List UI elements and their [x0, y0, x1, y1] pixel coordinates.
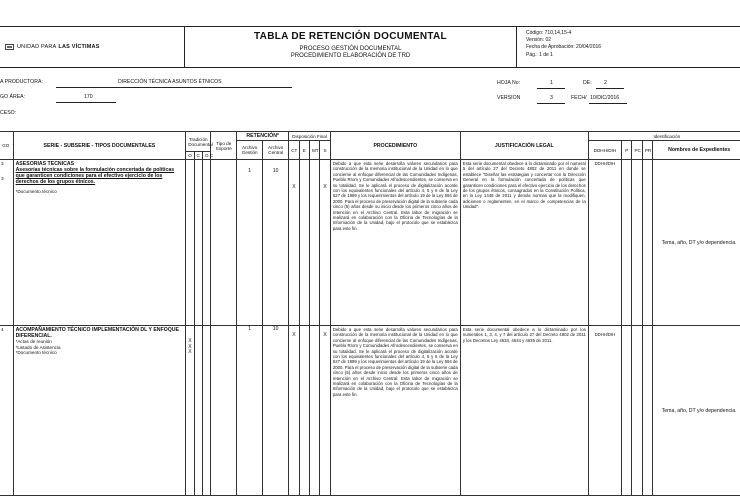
date-label: FECH/: [571, 95, 587, 101]
row-s: X: [320, 160, 330, 326]
col-disposicion: Disposición Final: [289, 132, 331, 141]
version-label: VERSION: [497, 95, 521, 101]
logo-prefix: UNIDAD PARA: [17, 44, 57, 50]
version-underline: [537, 103, 565, 104]
row-justificacion: Esta serie documental obedece a lo dictaminado por el numeral 5 del artículo 27 del Decreto 4802 de 2011 en donde se establece "Diseñar las estrategias y concertar con la Dirección General en la formulación concertada de políticas que garanticen condiciones para el efectivo ejercicio de los derechos de los grupos étnicos, consagrados en la Constitución Política, en la Ley 1448 de 2011 y demás normas que la modifiquen, adicionen o reglamenten, en el marco de competencias de la Unidad".: [460, 160, 588, 326]
unit-logo: [0, 27, 185, 67]
document-types: *Actas de reunión *Listado de Asistencia *Documento técnico: [15, 339, 61, 356]
sheet-value: 1: [550, 80, 553, 86]
table-row: [0, 160, 740, 326]
row-s: X: [320, 326, 330, 496]
col-serie: SERIE - SUBSERIE - TIPOS DOCUMENTALES: [13, 132, 186, 160]
col-trad-o: O: [186, 152, 194, 160]
row-nombres: Tema, año, DT y/o dependencia.: [653, 160, 740, 326]
of-label: DE:: [583, 80, 592, 86]
row-p: [622, 160, 632, 326]
table-row: [0, 326, 740, 496]
col-archivo-central: Archivo Central: [263, 141, 289, 160]
col-s: S: [320, 141, 330, 160]
col-tradicion: Tradición Documental: [186, 132, 211, 152]
date-value: 10/DIC/2016: [590, 95, 620, 101]
row-ct: X: [289, 326, 299, 496]
row-archivo-gestion: 1: [237, 160, 263, 326]
process-label: CESO:: [0, 110, 17, 116]
col-mt: MT: [309, 141, 319, 160]
producer-value: DIRECCIÓN TÉCNICA ASUNTOS ÉTNICOS: [118, 79, 222, 85]
col-e: E: [299, 141, 309, 160]
of-value: 2: [604, 80, 607, 86]
row-justificacion: Esta serie documental obedece a lo dictaminado por los numerales 1, 3, 4, y 7 del artículo 27 del Decreto 4802 de 2011 y los Decretos Ley 4633, 4634 y 4635 de 2011.: [460, 326, 588, 496]
row-mt: [309, 326, 319, 496]
col-pc: PC: [632, 141, 642, 160]
row-e: [299, 160, 309, 326]
col-code: GO: [0, 132, 13, 160]
row-soporte: [211, 160, 237, 326]
logo-bold: LAS VÍCTIMAS: [58, 44, 100, 50]
header-row-1: [0, 132, 740, 141]
row-nombres: Tema, año, DT y/o dependencia.: [653, 326, 740, 496]
col-ct: CT: [289, 141, 299, 160]
subserie-title: Asesorías técnicas sobre la formulación concertada de políticas que garanticen condiciones para el efectivo ejercicio de los derechos de los grupos étnicos.: [15, 167, 175, 185]
document-types: *Documento técnico: [15, 189, 57, 194]
meta-code: Código: 710,14,15-4: [526, 30, 572, 36]
col-trad-od: O.C: [202, 152, 210, 160]
row-trad-o: X X X: [186, 326, 194, 496]
col-tipo-soporte: Tipo de Soporte: [211, 132, 237, 160]
version-value: 3: [550, 95, 553, 101]
serie-title: ACOMPAÑAMIENTO TÉCNICO IMPLEMENTACIÓN DL Y ENFOQUE DIFERENCIAL.: [15, 327, 179, 339]
row-soporte: [211, 326, 237, 496]
col-justificacion: JUSTIFICACIÓN LEGAL: [460, 132, 588, 160]
meta-version: Versión: 02: [526, 37, 552, 44]
meta-page: Pág.: 1 de 1: [526, 51, 553, 58]
row-procedimiento: Debido a que esta serie desarrolla valores secundarios para construcción de la memoria institucional de la Unidad en lo que concierne al enfoque diferencial de las Comunidades Indígenas, Pueblo Rrom y Comunidades Afrodescendientes, se conserva en su totalidad. Se le aplicará el proceso de digitalización acorde con los equivalentes funcionales del artículo 4, 5 y 6 de la Ley 527 de 1999 y los requerimientos del artículo 19 de la Ley 594 de 2000. Para el proceso de preservación digital de la subserie cada cinco (5) años desde su inicio desde los primeros cinco años de retención en el Archivo Central. Esta labor de migración se realizará en colaboración con la Oficina de Tecnologías de la Información de la Unidad, bajo el protocolo que se establezca para este fin.: [330, 160, 460, 326]
meta-approval: Fecha de Aprobación: 20/04/2016: [526, 44, 602, 51]
row-serie-cell: [13, 326, 186, 496]
area-value: 170: [84, 94, 93, 100]
col-trad-c: C: [194, 152, 202, 160]
row-code: 4: [0, 326, 13, 496]
row-trad-od: [202, 326, 210, 496]
row-procedimiento: Debido a que esta serie desarrolla valores secundarios para construcción de la memoria institucional de la Unidad en lo que concierne al enfoque diferencial de las Comunidades Indígenas, Pueblo Rrom y Comunidades Afrodescendientes, se conserva en su totalidad. Se le aplicará el proceso de digitalización acorde con los equivalentes funcionales del artículo 4, 5 y 6 de la Ley 527 de 1999 y los requerimientos del artículo 19 de la Ley 594 de 2000. Para el proceso de preservación digital de la subserie cada cinco (5) años desde inicio desde los primeros cinco años de retención en el Archivo Central. Esta labor de migración se realizará en colaboración con la Oficina de Tecnologías de la Información de la Unidad, bajo el protocolo que se establezca para este fin.: [330, 326, 460, 496]
col-nombres: Nombres de Expedientes: [653, 141, 740, 160]
row-ct: X: [289, 160, 299, 326]
col-procedimiento: PROCEDIMIENTO: [330, 132, 460, 160]
col-p: P: [622, 141, 632, 160]
sheet-underline: [537, 88, 565, 89]
producer-label: A PRODUCTORA:: [0, 79, 43, 85]
of-underline: [596, 88, 624, 89]
area-label: GO ÁREA:: [0, 94, 26, 100]
document-meta: [517, 27, 740, 67]
producer-underline: [56, 87, 292, 88]
row-pr: [642, 160, 652, 326]
col-retencion: RETENCIÓN*: [237, 132, 289, 141]
row-archivo-central: 10: [263, 326, 289, 496]
date-underline: [589, 103, 627, 104]
row-archivo-gestion: 1: [237, 326, 263, 496]
col-identificacion: Identificación: [588, 132, 740, 141]
row-ddhh: DDHH/DIH: [588, 326, 621, 496]
row-ddhh: DDHH/DIH: [588, 160, 621, 326]
process-name: PROCESO GESTIÓN DOCUMENTAL: [299, 46, 402, 52]
row-pc: [632, 326, 642, 496]
sheet-label: HOJA No:: [497, 80, 521, 86]
retention-table: [0, 131, 740, 496]
serie-title: ASESORIAS TECNICAS: [15, 161, 75, 167]
row-archivo-central: 10: [263, 160, 289, 326]
row-trad-od: [202, 160, 210, 326]
area-underline: [56, 102, 116, 103]
row-code: 3 3: [0, 160, 13, 326]
row-pr: [642, 326, 652, 496]
row-p: [622, 326, 632, 496]
col-pr: PR: [642, 141, 652, 160]
page-title: TABLA DE RETENCIÓN DOCUMENTAL: [254, 31, 447, 42]
row-serie-cell: [13, 160, 186, 326]
document-header: [0, 26, 740, 68]
row-trad-c: [194, 160, 202, 326]
row-trad-c: [194, 326, 202, 496]
row-mt: [309, 160, 319, 326]
col-archivo-gestion: Archivo Gestión: [237, 141, 263, 160]
row-pc: [632, 160, 642, 326]
title-block: [185, 27, 517, 67]
row-e: [299, 326, 309, 496]
logo-icon: [5, 44, 14, 50]
col-ddhh: DDHH/DIH: [588, 141, 621, 160]
procedure-name: PROCEDIMIENTO ELABORACIÓN DE TRD: [290, 53, 411, 59]
row-trad-o: [186, 160, 194, 326]
